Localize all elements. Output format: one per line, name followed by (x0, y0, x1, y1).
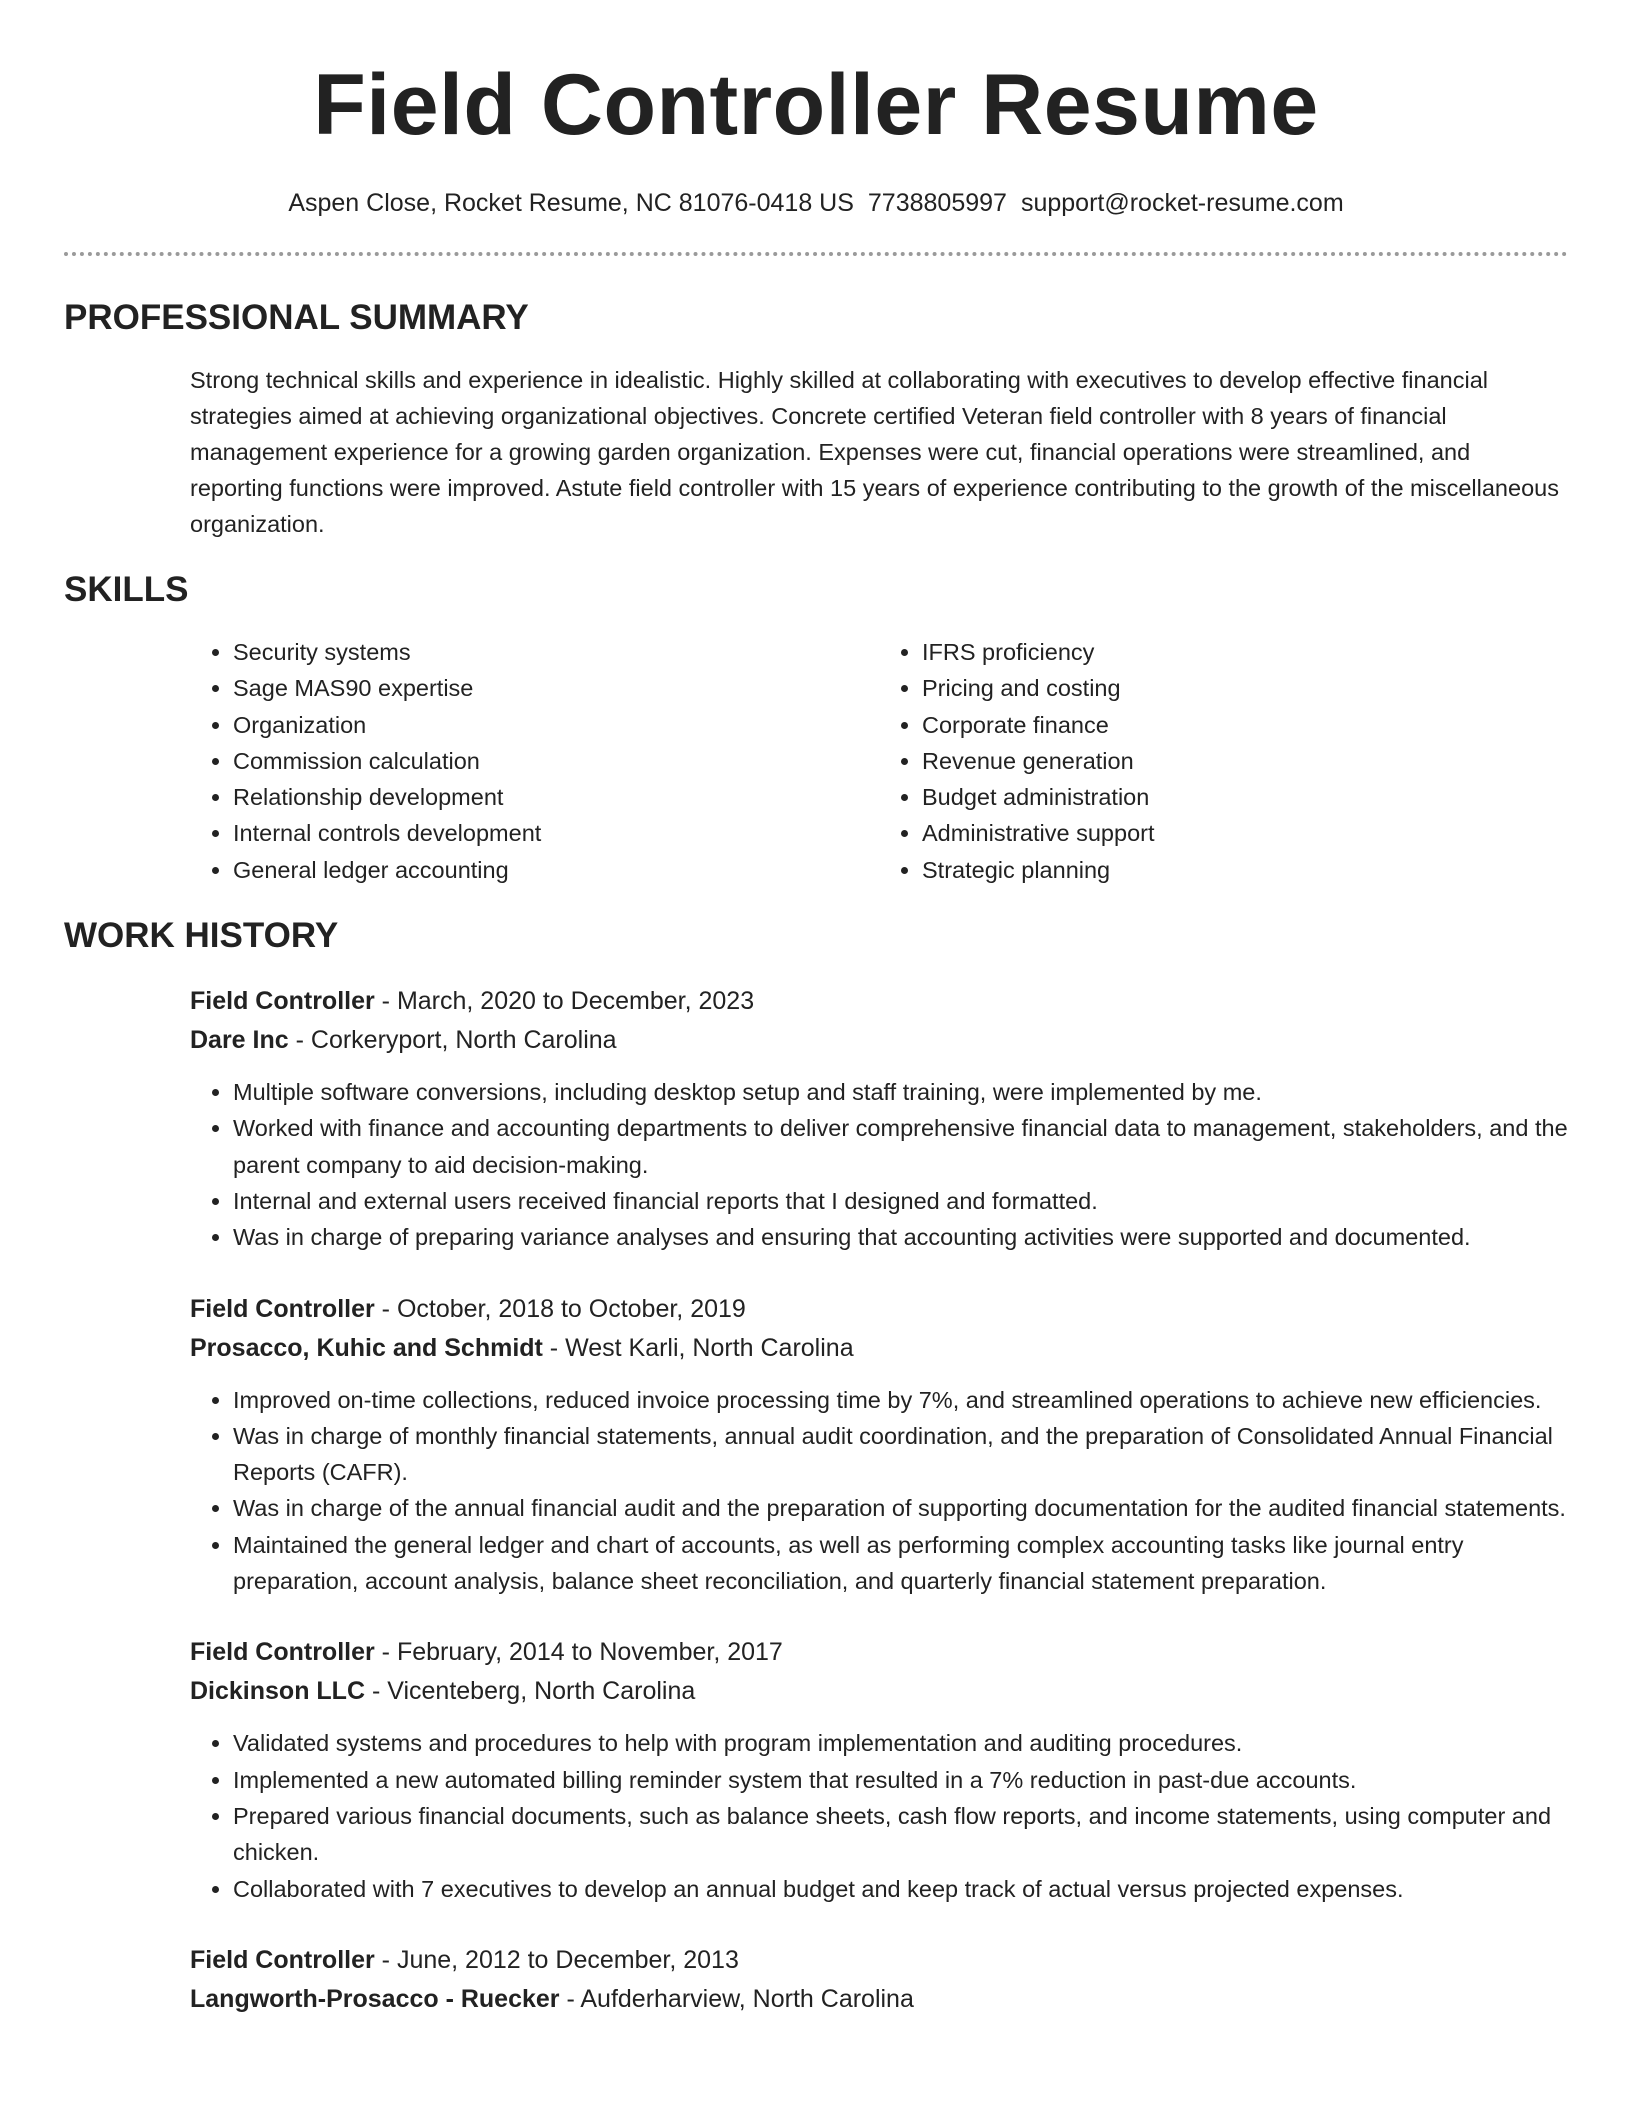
summary-section (64, 296, 1568, 542)
job-title-line (190, 982, 1568, 1021)
job-dates: - October, 2018 to October, 2019 (374, 1294, 746, 1323)
job-bullet: • Internal and external users received financial reports that I designed and formatted. (233, 1183, 1568, 1219)
job-company: Langworth-Prosacco - Ruecker (190, 1984, 560, 2013)
job-title-line (190, 1941, 1568, 1980)
job-bullet: • Collaborated with 7 executives to develop an annual budget and keep track of actual versus projected expenses. (233, 1871, 1568, 1907)
job-bullet: • Maintained the general ledger and chart of accounts, as well as performing complex accounting tasks like journal entry preparation, account analysis, balance sheet reconciliation, and quarterly financial statement preparation. (233, 1527, 1568, 1600)
skill-item: • Relationship development (233, 779, 879, 815)
job-bullet: • Validated systems and procedures to help with program implementation and auditing procedures. (233, 1725, 1568, 1761)
skill-item: • Commission calculation (233, 743, 879, 779)
job-title: Field Controller (190, 1294, 375, 1323)
job-bullet: • Was in charge of the annual financial audit and the preparation of supporting documentation for the audited financial statements. (233, 1490, 1568, 1526)
job-company-line (190, 1980, 1568, 2019)
skill-item: • Organization (233, 707, 879, 743)
job-title-line (190, 1290, 1568, 1329)
job-location: - West Karli, North Carolina (542, 1333, 854, 1362)
contact-address: Aspen Close, Rocket Resume, NC 81076-0418 US (288, 189, 854, 217)
job-company: Prosacco, Kuhic and Schmidt (190, 1333, 543, 1362)
skill-item: • Sage MAS90 expertise (233, 670, 879, 706)
work-section (64, 914, 1568, 2019)
skill-item: • Corporate finance (922, 707, 1568, 743)
skills-heading: SKILLS (64, 570, 189, 609)
skill-item: • IFRS proficiency (922, 634, 1568, 670)
job-title-line (190, 1633, 1568, 1672)
job-company-line (190, 1021, 1568, 1060)
skills-columns (190, 634, 1568, 888)
job-dates: - March, 2020 to December, 2023 (374, 987, 755, 1016)
skills-list-left (190, 634, 879, 888)
summary-heading: PROFESSIONAL SUMMARY (64, 298, 529, 337)
skill-item: • Budget administration (922, 779, 1568, 815)
job-entry (190, 1290, 1568, 1600)
skill-item: • Internal controls development (233, 815, 879, 851)
skill-item: • Administrative support (922, 815, 1568, 851)
summary-text: Strong technical skills and experience in idealistic. Highly skilled at collaborating with executives to develop effective financial strategies aimed at achieving organizational objectives. Concrete certified Veteran field controller with 8 years of financial management experience for a growing garden organization. Expenses were cut, financial operations were streamlined, and reporting functions were improved. Astute field controller with 15 years of experience contributing to the growth of the miscellaneous organization. (190, 367, 1559, 537)
job-company: Dare Inc (190, 1026, 289, 1055)
job-bullet: • Worked with finance and accounting departments to deliver comprehensive financial data to management, stakeholders, and the parent company to aid decision-making. (233, 1110, 1568, 1183)
job-title: Field Controller (190, 1945, 375, 1974)
job-bullet: • Was in charge of monthly financial statements, annual audit coordination, and the preparation of Consolidated Annual Financial Reports (CAFR). (233, 1418, 1568, 1491)
job-bullet: • Prepared various financial documents, such as balance sheets, cash flow reports, and income statements, using computer and chicken. (233, 1798, 1568, 1871)
job-company: Dickinson LLC (190, 1677, 366, 1706)
job-bullet: • Implemented a new automated billing reminder system that resulted in a 7% reduction in past-due accounts. (233, 1762, 1568, 1798)
job-dates: - February, 2014 to November, 2017 (374, 1638, 783, 1667)
job-title: Field Controller (190, 1638, 375, 1667)
job-company-line (190, 1672, 1568, 1711)
job-title: Field Controller (190, 987, 375, 1016)
job-location: - Aufderharview, North Carolina (559, 1984, 914, 2013)
job-bullets (190, 1725, 1568, 1906)
contact-phone: 7738805997 (867, 189, 1007, 217)
resume-title: Field Controller Resume (313, 57, 1319, 153)
skills-section (64, 568, 1568, 888)
job-company-line (190, 1329, 1568, 1368)
skill-item: • Pricing and costing (922, 670, 1568, 706)
contact-email: support@rocket-resume.com (1020, 189, 1344, 217)
job-bullet: • Was in charge of preparing variance analyses and ensuring that accounting activities were supported and documented. (233, 1219, 1568, 1255)
skill-item: • General ledger accounting (233, 852, 879, 888)
contact-info (64, 186, 1568, 220)
skill-item: • Strategic planning (922, 852, 1568, 888)
skills-list-right (879, 634, 1568, 888)
job-bullet: • Multiple software conversions, including desktop setup and staff training, were implemented by me. (233, 1074, 1568, 1110)
job-bullet: • Improved on-time collections, reduced invoice processing time by 7%, and streamlined operations to achieve new efficiencies. (233, 1382, 1568, 1418)
job-dates: - June, 2012 to December, 2013 (374, 1945, 739, 1974)
job-bullets (190, 1382, 1568, 1600)
job-entry (190, 1633, 1568, 1906)
job-entry (190, 982, 1568, 1255)
skill-item: • Security systems (233, 634, 879, 670)
job-bullets (190, 1074, 1568, 1255)
work-history-list (190, 982, 1568, 2019)
work-heading: WORK HISTORY (64, 916, 339, 956)
skill-item: • Revenue generation (922, 743, 1568, 779)
job-entry (190, 1941, 1568, 2019)
job-location: - Corkeryport, North Carolina (288, 1026, 617, 1055)
header-divider (64, 252, 1568, 256)
job-location: - Vicenteberg, North Carolina (365, 1677, 696, 1706)
